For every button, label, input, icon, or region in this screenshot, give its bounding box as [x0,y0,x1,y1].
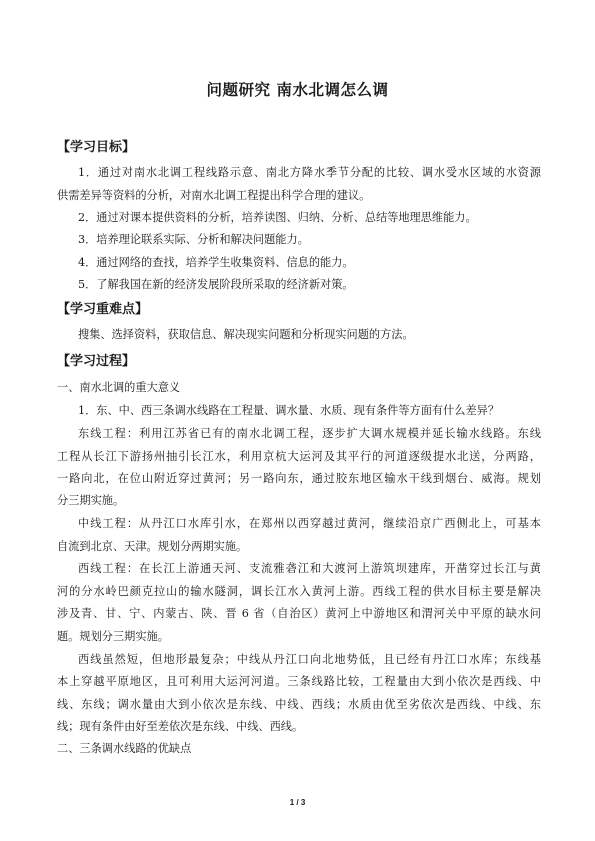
process-line: 线；现有条件由好至差依次是东线、中线、西线。 [57,720,304,733]
process-line: 一、南水北调的重大意义 [57,381,181,394]
objective-line: 1．通过对南水北调工程线路示意、南北方降水季节分配的比较、调水受水区域的水资源 [78,166,541,179]
process-line: 东线工程：利用江苏省已有的南水北调工程，逐步扩大调水规模并延长输水线路。东线 [78,427,541,440]
objective-line: 供需差异等资料的分析，对南水北调工程提出科学合理的建议。 [57,189,371,202]
process-line: 涉及青、甘、宁、内蒙古、陕、晋 6 省（自治区）黄河上中游地区和渭河关中平原的缺水问 [57,607,541,620]
process-line: 河的分水岭巴颜克拉山的输水隧洞，调长江水入黄河上游。西线工程的供水目标主要是解决 [57,585,541,598]
section-heading-key-points: 【学习重难点】 [57,302,149,317]
process-line: 一路向北，在位山附近穿过黄河；另一路向东，通过胶东地区输水干线到烟台、威海。规划 [57,472,541,485]
section-heading-process: 【学习过程】 [57,354,136,369]
section-heading-objectives: 【学习目标】 [57,140,136,155]
process-line: 西线虽然短，但地形最复杂；中线从丹江口向北地势低，且已经有丹江口水库；东线基 [78,653,541,666]
process-line: 1．东、中、西三条调水线路在工程量、调水量、水质、现有条件等方面有什么差异？ [78,404,500,417]
page-number: 1 / 3 [289,798,306,807]
process-line: 分三期实施。 [57,494,125,507]
process-line: 本上穿越平原地区，且可利用大运河河道。三条线路比较，工程量由大到小依次是西线、中 [57,675,541,688]
process-line: 自流到北京、天津。规划分两期实施。 [57,540,248,553]
process-line: 线、东线；调水量由大到小依次是东线、中线、西线；水质由优至劣依次是西线、中线、东 [57,698,541,711]
process-line: 工程从长江下游扬州抽引长江水，利用京杭大运河及其平行的河道逐级提水北送，分两路， [57,450,541,463]
process-line: 题。规划分三期实施。 [57,630,169,643]
objective-line: 5．了解我国在新的经济发展阶段所采取的经济新对策。 [78,278,354,291]
key-points-line: 搜集、选择资料，获取信息、解决现实问题和分析现实问题的方法。 [78,328,414,341]
objective-line: 4．通过网络的查找，培养学生收集资料、信息的能力。 [78,256,354,269]
process-line: 二、三条调水线路的优缺点 [57,742,192,755]
objective-line: 3．培养理论联系实际、分析和解决问题能力。 [78,233,309,246]
objective-line: 2．通过对课本提供资料的分析，培养读图、归纳、分析、总结等地理思维能力。 [78,211,477,224]
process-line: 西线工程：在长江上游通天河、支流雅砻江和大渡河上游筑坝建库，开凿穿过长江与黄 [78,562,541,575]
process-line: 中线工程：从丹江口水库引水，在郑州以西穿越过黄河，继续沿京广西侧北上，可基本 [78,517,541,530]
document-title: 问题研究 南水北调怎么调 [206,81,389,99]
